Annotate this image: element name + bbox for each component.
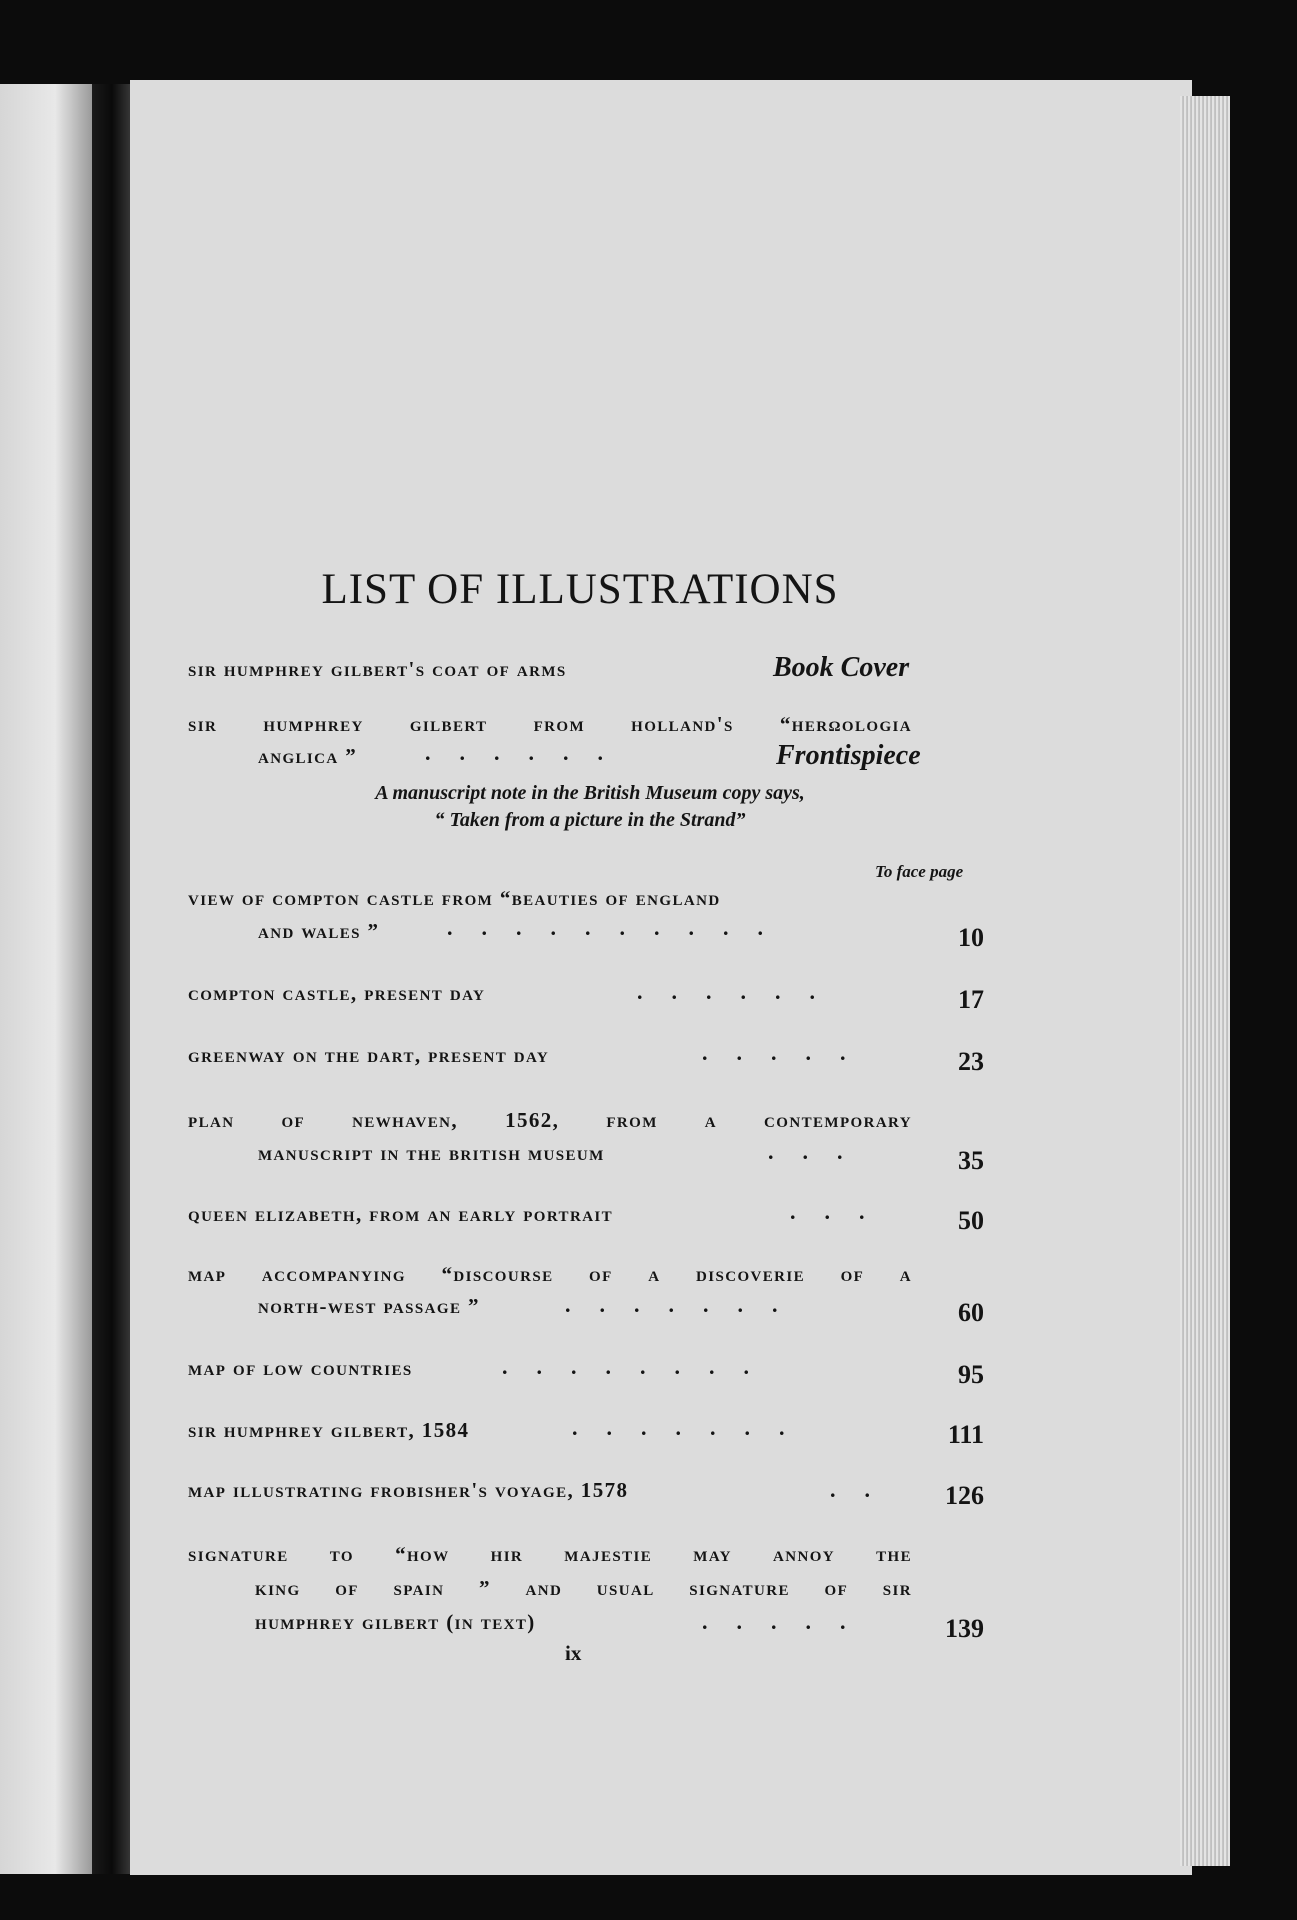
entry-11-page: 126: [945, 1481, 984, 1510]
entry-9-page: 95: [958, 1360, 984, 1389]
entry-12-line-3: humphrey gilbert (in text): [255, 1610, 536, 1634]
entry-4-page: 17: [958, 985, 984, 1014]
entry-7-line-1: queen elizabeth, from an early portrait: [188, 1202, 614, 1226]
to-face-page-label: To face page: [875, 862, 964, 881]
entry-5-page: 23: [958, 1047, 984, 1076]
entry-11-line-1: map illustrating frobisher's voyage, 1578: [188, 1478, 629, 1502]
entry-3-leader: ..........: [447, 915, 792, 940]
entry-8-line-1: map accompanying “discourse of a discoverie of a: [188, 1262, 912, 1286]
entry-5-line-1: greenway on the dart, present day: [188, 1043, 550, 1067]
page-folio: ix: [565, 1641, 582, 1665]
entry-5-leader: .....: [702, 1040, 875, 1065]
entry-2-leader: ......: [425, 740, 632, 765]
entry-10-leader: .......: [572, 1415, 814, 1440]
entry-1-page: Book Cover: [773, 652, 910, 683]
entry-1-line-1: sir humphrey gilbert's coat of arms: [188, 657, 567, 681]
entry-2-note-1: A manuscript note in the British Museum copy says,: [375, 782, 805, 804]
facing-page-edge: [0, 84, 92, 1874]
entry-4-leader: ......: [637, 979, 844, 1004]
entry-12-page: 139: [945, 1614, 984, 1643]
entry-3-line-1: view of compton castle from “beauties of england: [188, 886, 721, 910]
entry-6-page: 35: [958, 1146, 984, 1175]
page-title: LIST OF ILLUSTRATIONS: [321, 566, 839, 613]
entry-3-line-2: and wales ”: [258, 919, 380, 943]
entry-6-line-2: manuscript in the british museum: [258, 1141, 605, 1165]
page-edges: [1180, 96, 1230, 1866]
entry-6-leader: ...: [768, 1139, 872, 1164]
entry-3-page: 10: [958, 923, 984, 952]
entry-7-page: 50: [958, 1206, 984, 1235]
entry-2-line-2: anglica ”: [258, 744, 358, 768]
entry-2-note-2: “ Taken from a picture in the Strand”: [434, 809, 746, 831]
book-gutter: [92, 84, 132, 1874]
entry-8-page: 60: [958, 1298, 984, 1327]
entry-8-line-2: north-west passage ”: [258, 1294, 480, 1318]
entry-7-leader: ...: [790, 1199, 894, 1224]
entry-9-line-1: map of low countries: [188, 1356, 413, 1380]
entry-10-line-1: sir humphrey gilbert, 1584: [188, 1418, 470, 1442]
entry-8-leader: .......: [565, 1292, 807, 1317]
entry-9-leader: ........: [502, 1354, 778, 1379]
entry-2-page: Frontispiece: [776, 740, 921, 771]
entry-10-page: 111: [947, 1420, 984, 1449]
entry-6-line-1: plan of newhaven, 1562, from a contemporary: [188, 1108, 912, 1132]
entry-11-leader: ..: [830, 1477, 899, 1502]
entry-12-line-2: king of spain ” and usual signature of sir: [255, 1576, 912, 1600]
page: [130, 80, 1192, 1875]
entry-2-line-1: sir humphrey gilbert from holland's “herωologia: [188, 712, 912, 736]
entry-12-line-1: signature to “how hir majestie may annoy the: [188, 1542, 912, 1566]
entry-12-leader: .....: [702, 1609, 875, 1634]
entry-4-line-1: compton castle, present day: [188, 981, 486, 1005]
